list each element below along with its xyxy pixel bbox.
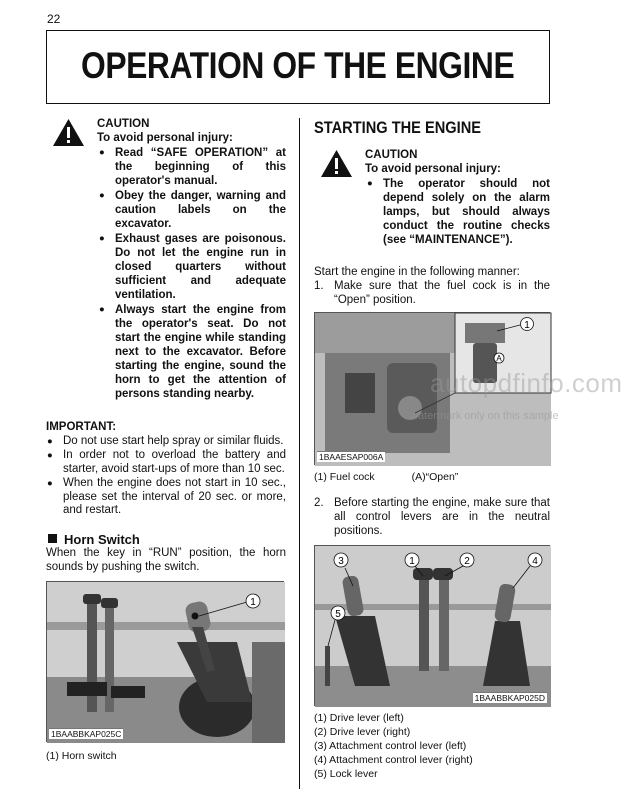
- section-title: STARTING THE ENGINE: [314, 118, 482, 137]
- figure-code: 1BAABBKAP025D: [474, 692, 545, 703]
- caution-item: ● Exhaust gases are poisonous. Do not let the engine run in closed quarters without sufficient and adequate ventilation.: [97, 232, 286, 302]
- caution-block: [46, 118, 286, 401]
- start-intro: Start the engine in the following manner:: [314, 266, 520, 278]
- caption-item: (3) Attachment control lever (left): [314, 739, 467, 752]
- page-number: 22: [47, 12, 61, 26]
- page-title: OPERATION OF THE ENGINE: [81, 45, 515, 86]
- horn-text: When the key in “RUN” position, the horn sounds by pushing the switch.: [46, 547, 286, 574]
- warning-triangle-icon: [52, 118, 85, 147]
- step-item: 1. Make sure that the fuel cock is in the “Open” position.: [314, 279, 550, 306]
- caution-item: ● The operator should not depend solely on the alarm lamps, but should always conduct the routine checks (see “MAINTENANCE”).: [365, 177, 550, 247]
- right-column: [314, 118, 550, 781]
- horn-heading: [46, 532, 286, 547]
- horn-caption: (1) Horn switch: [46, 749, 117, 762]
- callout-1: 1: [250, 596, 256, 608]
- control-levers-figure: [314, 545, 550, 706]
- callout-5: 5: [335, 608, 341, 620]
- important-heading: IMPORTANT:: [46, 421, 117, 433]
- horn-figure: [46, 581, 284, 742]
- important-list: [46, 435, 286, 519]
- figure-code: 1BAABBKAP025C: [51, 728, 122, 739]
- important-item: ● When the engine does not start in 10 sec., please set the interval of 20 sec. or more, and restart.: [46, 477, 286, 518]
- warning-triangle-icon: [320, 149, 353, 178]
- caution-item: ● Obey the danger, warning and caution labels on the excavator.: [97, 189, 286, 231]
- caution-block-right: [314, 149, 550, 247]
- caption-open: (A)“Open”: [411, 471, 459, 484]
- caution-list: [365, 177, 550, 247]
- column-divider: [299, 118, 300, 789]
- watermark-sub: watermark only on this sample: [410, 410, 559, 422]
- callout-4: 4: [532, 555, 538, 567]
- caption-item: (4) Attachment control lever (right): [314, 753, 473, 766]
- caution-list: [97, 146, 286, 401]
- callout-1: 1: [409, 555, 415, 567]
- caution-label: CAUTION: [365, 149, 418, 161]
- step-item: 2. Before starting the engine, make sure that all control levers are in the neutral positions.: [314, 497, 550, 537]
- callout-1: 1: [524, 320, 530, 332]
- caution-item: ● Read “SAFE OPERATION” at the beginning of this operator's manual.: [97, 146, 286, 188]
- horn-heading-text: Horn Switch: [64, 532, 140, 548]
- caution-intro: To avoid personal injury:: [365, 163, 501, 175]
- important-item: ● Do not use start help spray or similar fluids.: [46, 435, 286, 449]
- callout-2: 2: [464, 555, 470, 567]
- important-item: ● In order not to overload the battery and starter, avoid start-ups of more than 10 sec.: [46, 449, 286, 477]
- figure-code: 1BAAESAP006A: [319, 452, 384, 463]
- fuel-cock-captions: [314, 470, 550, 484]
- caution-intro: To avoid personal injury:: [97, 132, 233, 144]
- horn-switch-illustration: [47, 582, 285, 743]
- caption-item: (2) Drive lever (right): [314, 725, 411, 738]
- caution-item: ● Always start the engine from the operator's seat. Do not start the engine while standing next to the excavator. Before starting the engine, sound the horn to get the attention of persons standing nearby.: [97, 303, 286, 401]
- title-box: [46, 30, 550, 104]
- steps-list-2: [314, 497, 550, 538]
- caption-item: (1) Drive lever (left): [314, 711, 404, 724]
- left-column: [46, 118, 286, 763]
- control-levers-illustration: [315, 546, 551, 707]
- callout-3: 3: [338, 555, 344, 567]
- caution-label: CAUTION: [97, 118, 150, 130]
- caption-item: (5) Lock lever: [314, 767, 378, 780]
- caption-fuel-cock: (1) Fuel cock: [314, 471, 375, 484]
- callout-A: A: [496, 354, 502, 364]
- square-bullet-icon: [48, 534, 57, 543]
- watermark: autopdfinfo.com: [430, 368, 623, 398]
- lever-captions: [314, 711, 550, 781]
- steps-list-1: [314, 280, 550, 308]
